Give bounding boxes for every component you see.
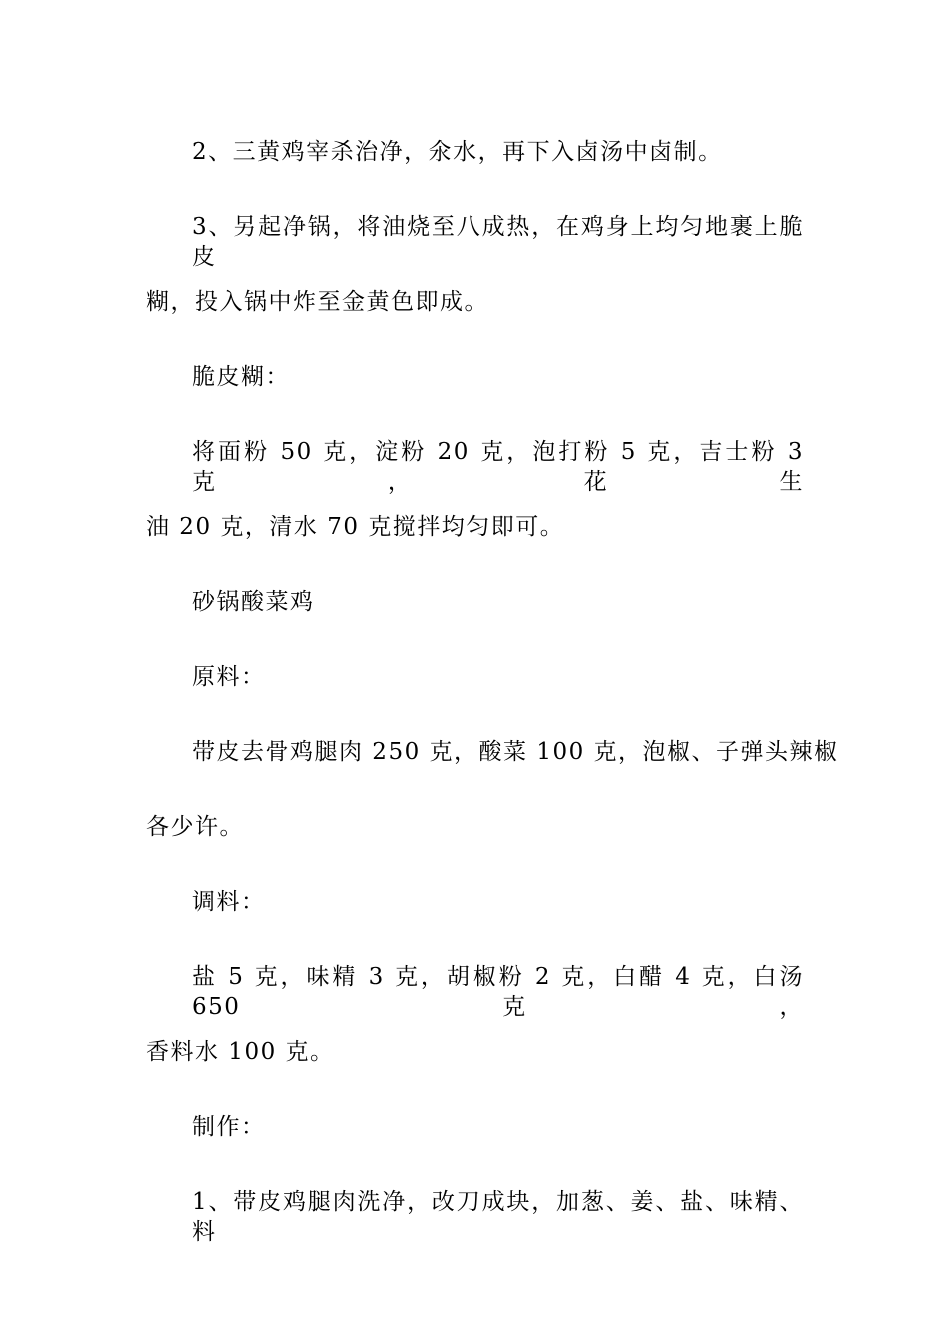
step-2-text: 2、三黄鸡宰杀治净，氽水，再下入卤汤中卤制。 bbox=[192, 139, 723, 165]
ingredients-heading: 原料： bbox=[192, 664, 266, 690]
step-3-text-line-2: 糊，投入锅中炸至金黄色即成。 bbox=[146, 289, 489, 315]
method-step-1-text: 1、带皮鸡腿肉洗净，改刀成块，加葱、姜、盐、味精、料 bbox=[192, 1189, 804, 1245]
ingredients-text-line-2: 各少许。 bbox=[146, 814, 244, 840]
ingredients-text-line-1: 带皮去骨鸡腿肉 250 克，酸菜 100 克，泡椒、子弹头辣椒 bbox=[192, 739, 839, 765]
batter-heading: 脆皮糊： bbox=[192, 364, 290, 390]
batter-text-line-1: 将面粉 50 克，淀粉 20 克，泡打粉 5 克，吉士粉 3 克，花生 bbox=[192, 439, 804, 495]
seasoning-heading: 调料： bbox=[192, 889, 266, 915]
seasoning-text-line-2: 香料水 100 克。 bbox=[146, 1039, 335, 1065]
seasoning-text-line-1: 盐 5 克，味精 3 克，胡椒粉 2 克，白醋 4 克，白汤 650 克， bbox=[192, 964, 804, 1020]
recipe-title: 砂锅酸菜鸡 bbox=[192, 589, 315, 615]
step-3-text-line-1: 3、另起净锅，将油烧至八成热，在鸡身上均匀地裹上脆皮 bbox=[192, 214, 804, 270]
method-heading: 制作： bbox=[192, 1114, 266, 1140]
batter-text-line-2: 油 20 克，清水 70 克搅拌均匀即可。 bbox=[146, 514, 565, 540]
